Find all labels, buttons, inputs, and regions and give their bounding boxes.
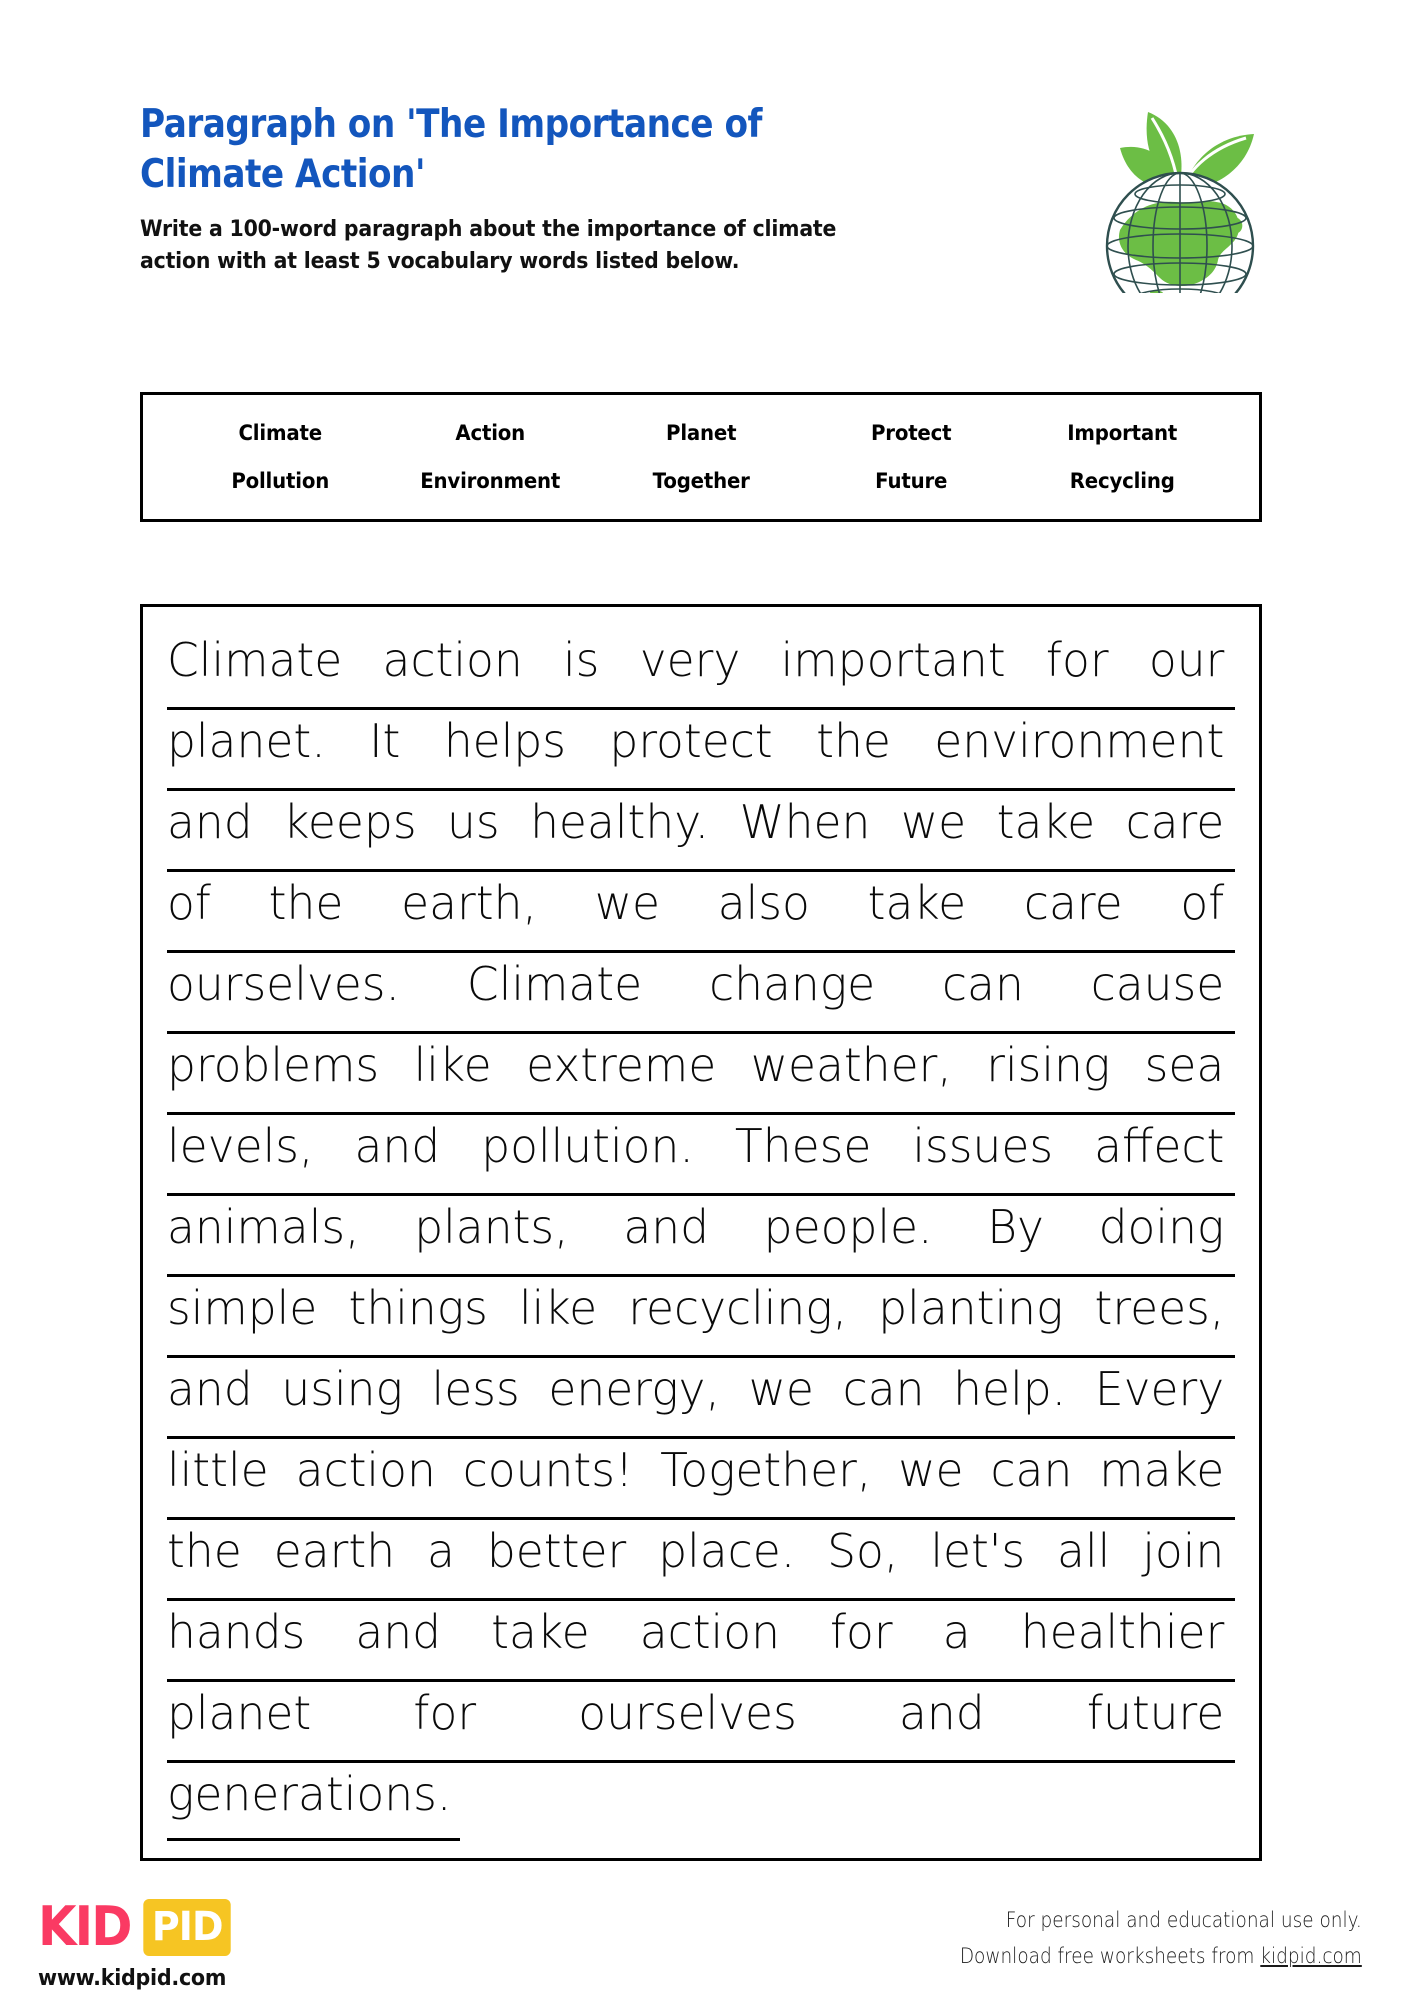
answer-word: also (717, 876, 810, 930)
answer-line-text (167, 791, 1224, 853)
footer-note-line-2 (960, 1938, 1362, 1974)
vocabulary-word: Together (652, 469, 750, 493)
answer-word: extreme (526, 1038, 717, 1092)
kidpid-logo[interactable] (38, 1896, 308, 1991)
vocabulary-word: Recycling (1069, 469, 1175, 493)
vocabulary-word: Environment (420, 469, 561, 493)
answer-word: take (867, 876, 967, 930)
answer-word: for (830, 1605, 893, 1659)
answer-word: ourselves (578, 1686, 797, 1740)
answer-word: care (1125, 795, 1225, 849)
answer-word: the (167, 1524, 242, 1578)
answer-line (167, 1115, 1235, 1196)
answer-word: Climate (466, 957, 643, 1011)
brand-url-text: www.kidpid.com (38, 1966, 227, 1991)
answer-word: take (996, 795, 1096, 849)
answer-line-text (167, 872, 1224, 934)
kidpid-link[interactable]: kidpid.com (1260, 1944, 1362, 1968)
answer-word: and (167, 795, 253, 849)
answer-word: let's (930, 1524, 1026, 1578)
answer-word: action (639, 1605, 780, 1659)
answer-word: important (780, 633, 1006, 687)
page-title: Paragraph on 'The Importance of Climate Action' (140, 102, 774, 197)
answer-line (167, 629, 1235, 710)
footer-attribution (960, 1902, 1362, 1974)
answer-word: help. (953, 1362, 1067, 1416)
answer-line (167, 1196, 1235, 1277)
answer-word: ourselves. (167, 957, 401, 1011)
brand-kid-text: KID (38, 1895, 131, 1958)
answer-word: action (295, 1443, 436, 1497)
answer-word: can (990, 1443, 1073, 1497)
header-text-block (140, 100, 1070, 278)
answer-word: very (639, 633, 741, 687)
answer-word: we (898, 1443, 964, 1497)
vocabulary-word: Action (455, 421, 526, 445)
answer-word: When (739, 795, 871, 849)
answer-word: and (167, 1362, 253, 1416)
answer-word: future (1086, 1686, 1225, 1740)
answer-word: rising (986, 1038, 1111, 1092)
answer-word: and (354, 1119, 441, 1173)
answer-word: for (1045, 633, 1109, 687)
answer-word: plants, (414, 1200, 569, 1254)
answer-line-text (167, 1763, 1224, 1825)
answer-word: is (563, 633, 600, 687)
answer-word: hands (167, 1605, 306, 1659)
answer-word: simple (167, 1281, 318, 1335)
answer-word: healthy. (530, 795, 710, 849)
answer-line-text (167, 1115, 1224, 1177)
answer-word: make (1099, 1443, 1225, 1497)
answer-word: energy, (548, 1362, 720, 1416)
answer-word: environment (934, 714, 1225, 768)
answer-word: It (369, 714, 401, 768)
answer-word: These (734, 1119, 872, 1173)
answer-word: doing (1098, 1200, 1225, 1254)
answer-word: we (900, 795, 967, 849)
answer-word: people. (763, 1200, 933, 1254)
answer-word: a (942, 1605, 971, 1659)
answer-word: earth, (401, 876, 537, 930)
answer-word: affect (1094, 1119, 1225, 1173)
answer-word: we (594, 876, 661, 930)
vocabulary-word: Pollution (231, 469, 330, 493)
answer-word: keeps (283, 795, 417, 849)
answer-word: for (413, 1686, 477, 1740)
answer-word: using (281, 1362, 403, 1416)
answer-line (167, 1682, 1235, 1763)
answer-word: can (842, 1362, 925, 1416)
answer-word: So, (827, 1524, 899, 1578)
vocabulary-word: Protect (871, 421, 952, 445)
footer-note-prefix: Download free worksheets from (960, 1944, 1261, 1968)
answer-word: Every (1094, 1362, 1225, 1416)
answer-word: By (987, 1200, 1044, 1254)
answer-line-text (167, 1520, 1224, 1582)
page-footer (0, 1888, 1414, 2000)
answer-box[interactable] (140, 604, 1262, 1861)
vocabulary-box (140, 392, 1262, 522)
answer-word: join (1142, 1524, 1225, 1578)
footer-note-line-1: For personal and educational use only. (1005, 1908, 1362, 1932)
answer-word: and (623, 1200, 709, 1254)
answer-line (167, 1439, 1235, 1520)
answer-word: levels, (167, 1119, 314, 1173)
answer-line-text (167, 1034, 1224, 1096)
answer-word: recycling, (628, 1281, 848, 1335)
vocabulary-word: Climate (238, 421, 322, 445)
answer-word: of (167, 876, 211, 930)
answer-line-text (167, 1439, 1224, 1501)
answer-word: action (382, 633, 523, 687)
answer-word: take (491, 1605, 590, 1659)
kidpid-wordmark (38, 1896, 308, 1958)
answer-word: cause (1090, 957, 1225, 1011)
answer-word: less (431, 1362, 520, 1416)
answer-word: earth (273, 1524, 396, 1578)
answer-line (167, 1520, 1235, 1601)
answer-word: the (268, 876, 344, 930)
answer-line (167, 791, 1235, 872)
answer-word: like (413, 1038, 492, 1092)
answer-word: problems (167, 1038, 380, 1092)
answer-line-text (167, 1601, 1224, 1663)
answer-word: little (167, 1443, 269, 1497)
answer-line-text (167, 1196, 1224, 1258)
brand-pid-badge: PID (143, 1899, 231, 1956)
answer-word: a (426, 1524, 455, 1578)
answer-word: and (355, 1605, 442, 1659)
answer-word: can (941, 957, 1024, 1011)
answer-line-text (167, 710, 1224, 772)
answer-word: Together, (660, 1443, 872, 1497)
answer-word: pollution. (481, 1119, 694, 1173)
vocabulary-row (143, 469, 1259, 493)
answer-word: care (1023, 876, 1123, 930)
answer-word: things (348, 1281, 488, 1335)
answer-word: Climate (167, 633, 343, 687)
answer-line (167, 1763, 1235, 1841)
answer-line (167, 872, 1235, 953)
answer-word: the (816, 714, 891, 768)
answer-line (167, 1601, 1235, 1682)
answer-word: sea (1144, 1038, 1225, 1092)
answer-line-text (167, 1277, 1224, 1339)
answer-word: all (1057, 1524, 1111, 1578)
vocabulary-word: Planet (665, 421, 737, 445)
answer-word: planting (878, 1281, 1064, 1335)
vocabulary-word: Important (1066, 421, 1177, 445)
answer-word: protect (609, 714, 773, 768)
answer-word: and (899, 1686, 985, 1740)
answer-word: issues (912, 1119, 1054, 1173)
answer-word: weather, (750, 1038, 952, 1092)
answer-line (167, 953, 1235, 1034)
answer-word: helps (443, 714, 566, 768)
answer-word: animals, (167, 1200, 360, 1254)
globe-sprout-icon (1090, 78, 1270, 293)
answer-word: we (748, 1362, 814, 1416)
answer-lines-container (167, 629, 1235, 1841)
answer-word: counts! (462, 1443, 634, 1497)
answer-line (167, 1277, 1235, 1358)
answer-word: change (709, 957, 876, 1011)
answer-line-text (167, 1358, 1224, 1420)
answer-word: generations. (167, 1767, 452, 1821)
answer-line-text (167, 953, 1224, 1015)
answer-line-text (167, 629, 1224, 691)
answer-word: trees, (1094, 1281, 1225, 1335)
answer-word: like (519, 1281, 598, 1335)
instruction-text: Write a 100-word paragraph about the importance of climate action with at least 5 vocabulary words listed below. (140, 216, 837, 274)
answer-word: planet (167, 1686, 312, 1740)
answer-word: better (486, 1524, 627, 1578)
answer-word: planet. (167, 714, 326, 768)
answer-word: place. (658, 1524, 796, 1578)
answer-word: healthier (1020, 1605, 1225, 1659)
answer-line (167, 1034, 1235, 1115)
answer-line-rule (167, 1838, 460, 1841)
answer-line-text (167, 1682, 1224, 1744)
vocabulary-row (143, 421, 1259, 445)
answer-word: us (447, 795, 500, 849)
answer-word: our (1148, 633, 1225, 687)
answer-word: of (1180, 876, 1225, 930)
answer-line (167, 1358, 1235, 1439)
vocabulary-word: Future (875, 469, 948, 493)
answer-line (167, 710, 1235, 791)
